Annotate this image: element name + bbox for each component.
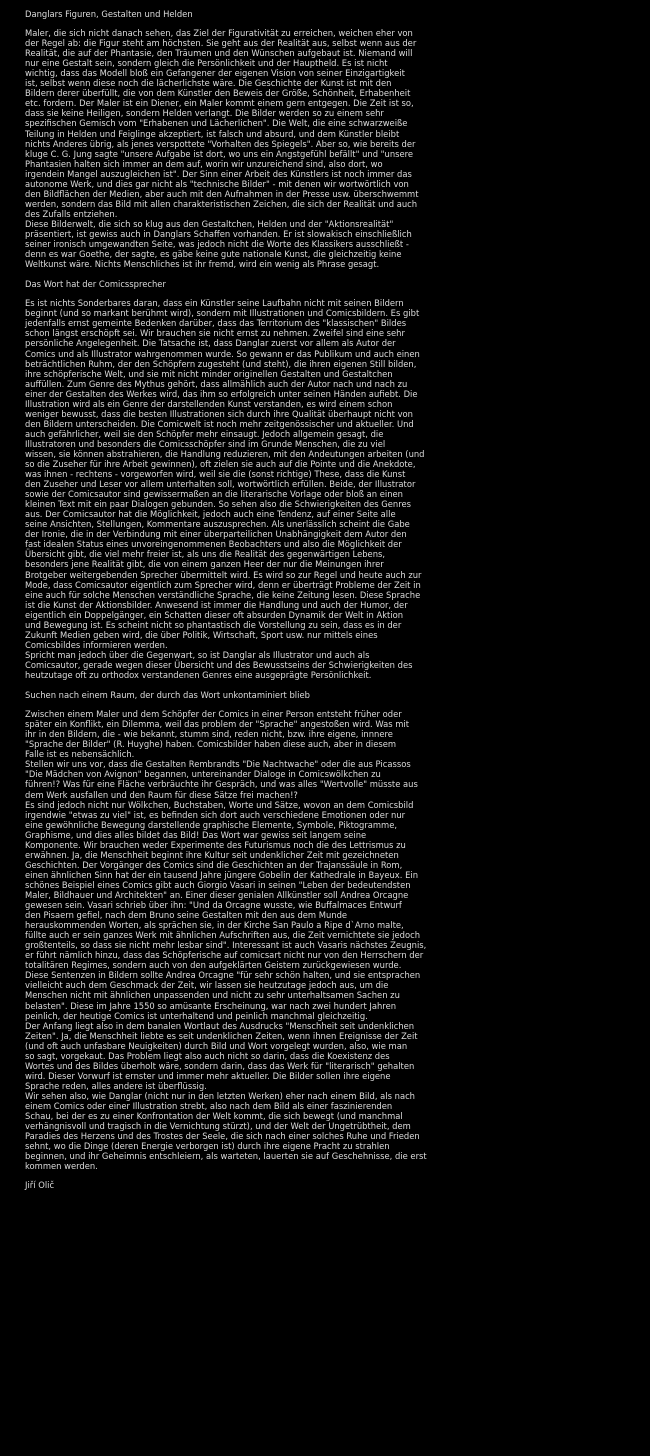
text-line: Diese Sentenzen in Bildern sollte Andrea Orcagne "für sehr schön halten, und sie entsprachen <box>25 970 421 981</box>
paragraph <box>25 219 638 269</box>
text-line: eine gewöhnliche Bewegung darstellende graphische Elemente, Symbole, Piktogramme, <box>25 819 398 830</box>
paragraph <box>25 1021 638 1091</box>
text-line: wichtig, dass das Modell bloß ein Gefangener der eigenen Vision von seiner Einzigartigkeit <box>25 68 405 79</box>
text-line: den Bildflächen der Medien, aber auch mit den Aufnahmen in der Presse usw. überschwemmt <box>25 188 419 199</box>
text-line: führen!? Was für eine Fläche verbräuchte ihr Gespräch, und was alles "Wertvolle" müsste aus <box>25 779 418 790</box>
text-line: autonome Werk, und dies gar nicht als "technische Bilder" - mit denen wir wortwörtlich von <box>25 178 409 189</box>
text-line: fast idealen Status eines unvoreingenommenen Beobachters und also die Möglichkeit der <box>25 539 402 550</box>
text-line: sehnt, wo die Dinge (deren Energie verborgen ist) durch ihre eigene Pracht zu strahlen <box>25 1141 390 1152</box>
text-line: den Pisaern gefiel, nach dem Bruno seine Gestalten mit den aus dem Munde <box>25 910 348 921</box>
text-line: er führt nämlich hinzu, dass das Schöpferische auf comicsart nicht nur von den Herrschern der <box>25 950 424 961</box>
text-line: heutzutage oft zu orthodox verstandenen Genres eine ausgeprägte Persönlichkeit. <box>25 670 372 680</box>
text-line: irgendwie "etwas zu viel" ist, es befinden sich dort auch verschiedene Emotionen oder nur <box>25 809 406 820</box>
text-line: "Die Mädchen von Avignon" begannen, untereinander Dialoge in Comicswölkchen zu <box>25 769 381 780</box>
paragraph <box>25 709 638 759</box>
text-line: sowie der Comicsautor sind gewissermaßen an die literarische Vorlage oder bloß an einen <box>25 489 403 500</box>
text-line: Graphisme, und dies alles bildet das Bild! Das Wort war gewiss seit langem seine <box>25 829 367 840</box>
article-section <box>25 690 638 1171</box>
text-line: ist die Kunst der Aktionsbilder. Anwesend ist immer die Handlung und auch der Humor, der <box>25 599 408 610</box>
text-line: etc. fordern. Der Maler ist ein Diener, ein Maler kommt einem gern entgegen. Die Zeit ist so, <box>25 98 414 109</box>
paragraph <box>25 650 638 680</box>
text-line: einer der Gestalten des Werkes wird, das ihm so erfolgreich unter seinen Händen aufiebt. Die <box>25 388 418 399</box>
text-line: kommen werden. <box>25 1161 98 1172</box>
text-line: Komponente. Wir brauchen weder Experimente des Futurismus noch die des Lettrismus zu <box>25 839 406 850</box>
text-line: Comicsautor, gerade wegen dieser Übersicht und des Bewusstseins der Schwierigkeiten des <box>25 659 413 670</box>
text-line: so die Zuseher für ihre Arbeit gewinnen), oft zielen sie auch auf die Pointe und die Anekdote, <box>25 459 416 470</box>
text-line: Es sind jedoch nicht nur Wölkchen, Buchstaben, Worte und Sätze, wovon an dem Comicsbild <box>25 799 414 810</box>
text-line: wissen, sie können abstrahieren, die Handlung reduzieren, mit den Andeutungen arbeiten (und <box>25 448 425 459</box>
text-line: schon längst erschöpft sei. Wir brauchen sie nicht ernst zu nehmen. Zweifel sind eine sehr <box>25 328 405 339</box>
text-line: Paradies des Herzens und des Trostes der Seele, die sich nach einer solches Ruhe und Frieden <box>25 1131 420 1142</box>
text-line: Bildern derer überfüllt, die von dem Künstler den Beweis der Größe, Schönheit, Erhabenheit <box>25 88 411 99</box>
text-line: des Zufalls entziehen. <box>25 208 118 219</box>
text-line: Der Anfang liegt also in dem banalen Wortlaut des Ausdrucks "Menschheit seit undenklichen <box>25 1020 415 1031</box>
text-line: wird. Dieser Vorwurf ist ernster und immer mehr aktueller. Die Bilder sollen ihre eigene <box>25 1070 391 1081</box>
text-line: verhängnisvoll und tragisch in die Vernichtung stürzt), und der Welt der Ungetrübtheit, dem <box>25 1121 411 1132</box>
text-line: "Sprache der Bilder" (R. Huyghe) haben. Comicsbilder haben diese auch, aber in diesem <box>25 739 397 750</box>
text-line: Wir sehen also, wie Danglar (nicht nur in den letzten Werken) eher nach einem Bild, als nach <box>25 1090 415 1101</box>
text-line: Mode, dass Comicsautor eigentlich zum Sprecher wird, denn er überträgt Probleme der Zeit in <box>25 579 421 590</box>
text-line: Illustration wird als ein Genre der darstellenden Kunst verstanden, es wird einem schon <box>25 398 393 409</box>
text-line: schönes Beispiel eines Comics gibt auch Giorgio Vasari in seinen "Leben der bedeutendsten <box>25 879 411 890</box>
text-line: beginnt (und so markant berühmt wird), sondern mit Illustrationen und Comicsbildern. Es gibt <box>25 308 420 319</box>
paragraph <box>25 759 638 799</box>
text-line: besonders jene Realität gibt, die von einem ganzen Heer der nur die Meinungen ihrer <box>25 559 384 570</box>
article-section <box>25 279 638 680</box>
text-line: großtenteils, so dass sie nicht mehr lesbar sind". Interessant ist auch Vasaris nächstes Zeugnis, <box>25 940 427 951</box>
text-line: jedenfalls ernst gemeinte Bedenken darüber, dass das Territorium des "klassischen" Bildes <box>25 318 407 329</box>
text-line: Zukunft Medien geben wird, die über Politik, Wirtschaft, Sport usw. nur mittels eines <box>25 629 378 640</box>
text-line: den Zuseher und Leser vor allem unterhalten soll, wortwörtlich erfüllen. Beide, der Illustrator <box>25 479 416 490</box>
text-line: ist, selbst wenn diese noch die lächerlichste wäre. Die Geschichte der Kunst ist mit den <box>25 78 392 89</box>
text-line: totalitären Regimes, sondern auch von den aufgeklärten Geistern zurückgewiesen wurde. <box>25 960 402 971</box>
text-line: dem Werk ausfallen und den Raum für diese Sätze frei machen!? <box>25 789 298 800</box>
text-line: denn es war Goethe, der sagte, es gäbe keine gute nationale Kunst, die gleichzeitig keine <box>25 249 402 260</box>
text-line: Stellen wir uns vor, dass die Gestalten Rembrandts "Die Nachtwache" oder die aus Picassos <box>25 759 411 770</box>
text-line: Zeiten". Ja, die Menschheit liebte es seit undenklichen Zeiten, wenn ihnen Ereignisse der Zeit <box>25 1030 418 1041</box>
text-line: kleinen Text mit ein paar Dialogen gebunden. So sehen also die Schwierigkeiten des Genres <box>25 499 411 510</box>
text-line: Brotgeber weitergebenden Sprecher übermittelt wird. Es wird so zur Regel und heute auch zur <box>25 569 422 580</box>
paragraph <box>25 28 638 219</box>
text-line: werden, sondern das Bild mit allen charakteristischen Zeichen, die sich der Realität und auch <box>25 198 418 209</box>
text-line: beginnen, und ihr Geheimnis entschleiern, als warteten, lauerten sie auf Geschehnisse, die erst <box>25 1151 427 1162</box>
text-line: seiner ironisch umgewandten Seite, was jedoch nicht die Worte des Klassikers ausschließt - <box>25 239 409 250</box>
text-line: der Regel ab: die Figur steht am höchsten. Sie geht aus der Realität aus, selbst wenn aus der <box>25 38 417 49</box>
text-line: (und oft auch unfasbare Neuigkeiten) durch Bild und Wort vorgelegt wurden, also, wie man <box>25 1040 408 1051</box>
text-line: Comics und als Illustrator wahrgenommen wurde. So gewann er das Publikum und auch einen <box>25 348 420 359</box>
text-line: Diese Bilderwelt, die sich so klug aus den Gestaltchen, Helden und der "Aktionsrealität" <box>25 218 394 229</box>
text-line: der Ironie, die in der Verbindung mit einer überparteilichen Unabhängigkeit dem Autor den <box>25 529 407 540</box>
text-line: den Bildern unterscheiden. Die Comicwelt ist noch mehr zeitgenössischer und aktueller. Und <box>25 418 414 429</box>
text-line: einem Comics oder einer Illustration strebt, also nach dem Bild als einer faszinierenden <box>25 1100 393 1111</box>
author-signature: Jiří Olič <box>25 1180 55 1191</box>
text-line: später ein Konflikt, ein Dilemma, weil das problem der "Sprache" angestoßen wird. Was mit <box>25 719 410 730</box>
paragraph <box>25 800 638 1021</box>
text-line: ihre schöpferische Welt, und sie mit nicht minder originellen Gestalten und Gestaltchen <box>25 368 393 379</box>
text-line: was ihnen - rechtens - vorgeworfen wird, weil sie die (sonst richtige) These, dass die Kunst <box>25 469 406 480</box>
text-line: Phantasien halten sich immer an dem auf, worin wir unzureichend sind, also dort, wo <box>25 158 383 169</box>
text-line: einen ähnlichen Sinn hat der ein tausend Jahre jüngere Gobelin der Kathedrale in Bayeux. Ein <box>25 869 419 880</box>
text-line: ihr in den Bildern, die - wie bekannt, stumm sind, reden nicht, bzw. ihre eigene, innnere <box>25 729 393 740</box>
text-line: Comicsbildes informieren werden. <box>25 639 168 650</box>
text-line: füllte auch er sein ganzes Werk mit ähnlichen Aufschriften aus, die Zeit vernichtete sie jedoch <box>25 930 421 941</box>
text-line: Wortes und des Bildes überholt wäre, sondern darin, dass das Werk für "literarisch" gehalten <box>25 1060 415 1071</box>
section-spacer <box>25 680 638 690</box>
text-line: seine Ansichten, Stellungen, Kommentare auszusprechen. Als unerlässlich scheint die Gabe <box>25 519 410 530</box>
text-line: dass sie keine Heiligen, sondern Helden verlangt. Die Bilder werden so zu einem sehr <box>25 108 384 119</box>
text-line: peinlich, der heutige Comics ist unterhaltend und peinlich manchmal gleichzeitig. <box>25 1010 368 1021</box>
text-line: so sagt, vorgekaut. Das Problem liegt also auch nicht so darin, dass die Koexistenz des <box>25 1050 390 1061</box>
article-body <box>25 28 638 1171</box>
text-line: Weltkunst wäre. Nichts Menschliches ist ihr fremd, wird ein wenig als Phrase gesagt. <box>25 259 380 270</box>
text-line: auch gefährlicher, weil sie den Schöpfer mehr einsaugt. Jedoch allgemein gesagt, die <box>25 428 384 439</box>
text-line: nur eine Gestalt sein, sondern gleich die Persönlichkeit und der Hauptheld. Es ist nicht <box>25 58 388 69</box>
text-line: Spricht man jedoch über die Gegenwart, so ist Danglar als Illustrator und auch als <box>25 649 370 660</box>
text-line: aus. Der Comicsautor hat die Möglichkeit, jedoch auch eine Tendenz, auf einer Seite alle <box>25 509 396 520</box>
text-line: Maler, Bildhauer und Architekten" an. Einer dieser genialen Allkünstler soll Andrea Orcagne <box>25 889 409 900</box>
text-line: persönliche Angelegenheit. Die Tatsache ist, dass Danglar zuerst vor allem als Autor der <box>25 338 396 349</box>
text-line: gewesen sein. Vasari schrieb über ihn: "Und da Orcagne wusste, wie Buffalmaces Entwurf <box>25 900 402 911</box>
text-line: Es ist nichts Sonderbares daran, dass ein Künstler seine Laufbahn nicht mit seinen Bildern <box>25 298 404 309</box>
text-line: Illustratoren und besonders die Comicsschöpfer sind im Grunde Menschen, die zu viel <box>25 438 386 449</box>
text-line: weniger bewusst, dass die besten Illustrationen sich durch ihre Qualität überhaupt nicht von <box>25 408 413 419</box>
article-title: Danglars Figuren, Gestalten und Helden <box>25 9 193 19</box>
text-line: Übersicht gibt, die viel mehr freier ist, als uns die Realität des gegenwärtigen Lebens, <box>25 549 386 560</box>
text-line: Maler, die sich nicht danach sehen, das Ziel der Figurativität zu erreichen, weichen eher von <box>25 28 413 39</box>
text-line: Teilung in Helden und Feiglinge akzeptiert, ist falsch und absurd, und dem Künstler bleibt <box>25 128 400 139</box>
text-line: beträchtlichen Ruhm, der den Schöpfern zugesteht (und steht), die ihren eigenen Still bilden, <box>25 358 417 369</box>
text-line: belasten". Diese im Jahre 1550 so amüsante Erscheinung, war nach zwei hundert Jahren <box>25 1000 397 1011</box>
section-heading: Suchen nach einem Raum, der durch das Wort unkontaminiert blieb <box>25 690 310 701</box>
text-line: vielleicht auch dem Geschmack der Zeit, wir lassen sie heutzutage jedoch aus, um die <box>25 980 389 991</box>
text-line: Geschichten. Der Vorgänger des Comics sind die Geschichten an der Trajanssäule in Rom, <box>25 859 403 870</box>
text-line: und Bewegung ist. Es scheint nicht so phantastisch die Vorstellung zu sein, dass es in der <box>25 619 402 630</box>
text-line: nichts Anderes übrig, als jenes verspottete "Vorhalten des Spiegels". Aber so, wie bereits der <box>25 138 416 149</box>
text-line: Menschen nicht mit ähnlichen unpassenden und nicht zu sehr unterhaltsamen Sachen zu <box>25 990 400 1001</box>
text-line: kluge C. G. Jung sagte "unsere Aufgabe ist dort, wo uns ein Angstgefühl befällt" und "unsere <box>25 148 414 159</box>
text-line: erwähnen. Ja, die Menschheit beginnt ihre Kultur seit undenklicher Zeit mit gezeichneten <box>25 849 399 860</box>
text-line: herauskommenden Worten, als sprächen sie, in der Kirche San Paulo a Ripe d`Arno malte, <box>25 920 404 931</box>
article-section <box>25 28 638 269</box>
text-line: spezifischen Gemisch vom "Erhabenen und Lächerlichen". Die Welt, die eine schwarzweiße <box>25 118 408 129</box>
text-line: irgendein Mangel auszugleichen ist". Der Sinn einer Arbeit des Künstlers ist noch immer das <box>25 168 412 179</box>
text-line: Falle ist es nebensächlich. <box>25 749 135 760</box>
section-heading: Das Wort hat der Comicssprecher <box>25 279 166 290</box>
paragraph <box>25 298 638 650</box>
text-line: Schau, bei der es zu einer Konfrontation der Welt kommt, die sich bewegt (und manchmal <box>25 1111 403 1122</box>
text-line: Realität, die auf der Phantasie, den Träumen und den Wünschen aufgebaut ist. Niemand will <box>25 48 413 59</box>
text-line: eigentlich ein Doppelgänger, ein Schatten dieser oft absurden Dynamik der Welt in Aktion <box>25 609 404 620</box>
text-line: Sprache reden, alles andere ist überflüssig. <box>25 1080 207 1091</box>
text-line: Zwischen einem Maler und dem Schöpfer der Comics in einer Person entsteht früher oder <box>25 709 402 720</box>
text-line: eine auch für solche Menschen verständliche Sprache, die keine Zeitung lesen. Diese Sprache <box>25 589 421 600</box>
text-line: präsentiert, ist gewiss auch in Danglars Schaffen vorhanden. Er ist slowakisch einschließlich <box>25 228 412 239</box>
text-line: auffüllen. Zum Genre des Mythus gehört, dass allmählich auch der Autor nach und nach zu <box>25 378 408 389</box>
section-spacer <box>25 269 638 279</box>
paragraph <box>25 1091 638 1171</box>
